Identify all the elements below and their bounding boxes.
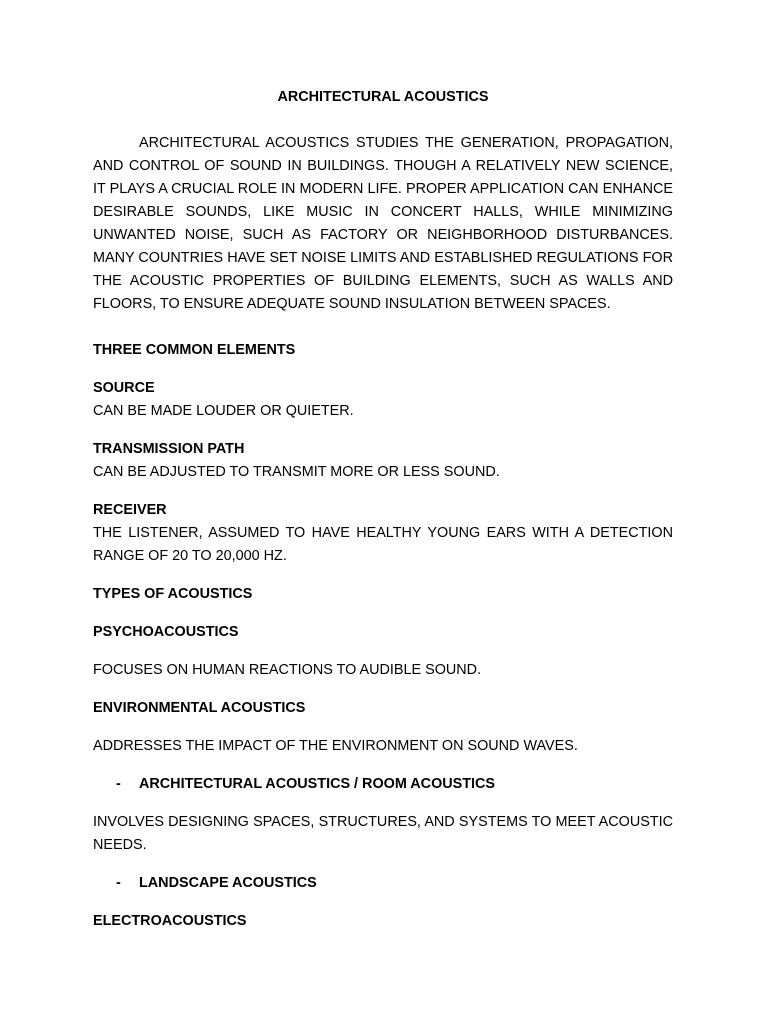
psychoacoustics-text: FOCUSES ON HUMAN REACTIONS TO AUDIBLE SOUND.	[93, 662, 482, 678]
source-heading: SOURCE	[93, 380, 155, 396]
receiver-text: THE LISTENER, ASSUMED TO HAVE HEALTHY YOUNG EARS WITH A DETECTION RANGE OF 20 TO 20,000 HZ.	[93, 525, 673, 564]
room-acoustics-bullet	[93, 773, 673, 796]
document-content	[93, 86, 673, 948]
three-common-elements-heading: THREE COMMON ELEMENTS	[93, 342, 296, 358]
source-text: CAN BE MADE LOUDER OR QUIETER.	[93, 403, 354, 419]
room-acoustics-heading: ARCHITECTURAL ACOUSTICS / ROOM ACOUSTICS	[139, 776, 496, 792]
environmental-acoustics-text: ADDRESSES THE IMPACT OF THE ENVIRONMENT ON SOUND WAVES.	[93, 738, 578, 754]
landscape-acoustics-heading: LANDSCAPE ACOUSTICS	[139, 875, 317, 891]
environmental-acoustics-heading: ENVIRONMENTAL ACOUSTICS	[93, 700, 306, 716]
psychoacoustics-heading: PSYCHOACOUSTICS	[93, 624, 239, 640]
transmission-path-text: CAN BE ADJUSTED TO TRANSMIT MORE OR LESS SOUND.	[93, 464, 500, 480]
transmission-path-heading: TRANSMISSION PATH	[93, 441, 245, 457]
room-acoustics-text: INVOLVES DESIGNING SPACES, STRUCTURES, AND SYSTEMS TO MEET ACOUSTIC NEEDS.	[93, 814, 673, 853]
intro-paragraph: ARCHITECTURAL ACOUSTICS STUDIES THE GENERATION, PROPAGATION, AND CONTROL OF SOUND IN BUILDINGS. THOUGH A RELATIVELY NEW SCIENCE, IT PLAYS A CRUCIAL ROLE IN MODERN LIFE. PROPER APPLICATION CAN ENHANCE DESIRABLE SOUNDS, LIKE MUSIC IN CONCERT HALLS, WHILE MINIMIZING UNWANTED NOISE, SUCH AS FACTORY OR NEIGHBORHOOD DISTURBANCES. MANY COUNTRIES HAVE SET NOISE LIMITS AND ESTABLISHED REGULATIONS FOR THE ACOUSTIC PROPERTIES OF BUILDING ELEMENTS, SUCH AS WALLS AND FLOORS, TO ENSURE ADEQUATE SOUND INSULATION BETWEEN SPACES.	[93, 135, 673, 312]
document-title: ARCHITECTURAL ACOUSTICS	[277, 89, 489, 105]
landscape-acoustics-bullet	[93, 872, 673, 895]
types-of-acoustics-heading: TYPES OF ACOUSTICS	[93, 586, 253, 602]
receiver-heading: RECEIVER	[93, 502, 167, 518]
bullet-dash: -	[116, 776, 121, 792]
electroacoustics-heading: ELECTROACOUSTICS	[93, 913, 247, 929]
bullet-dash: -	[116, 875, 121, 891]
